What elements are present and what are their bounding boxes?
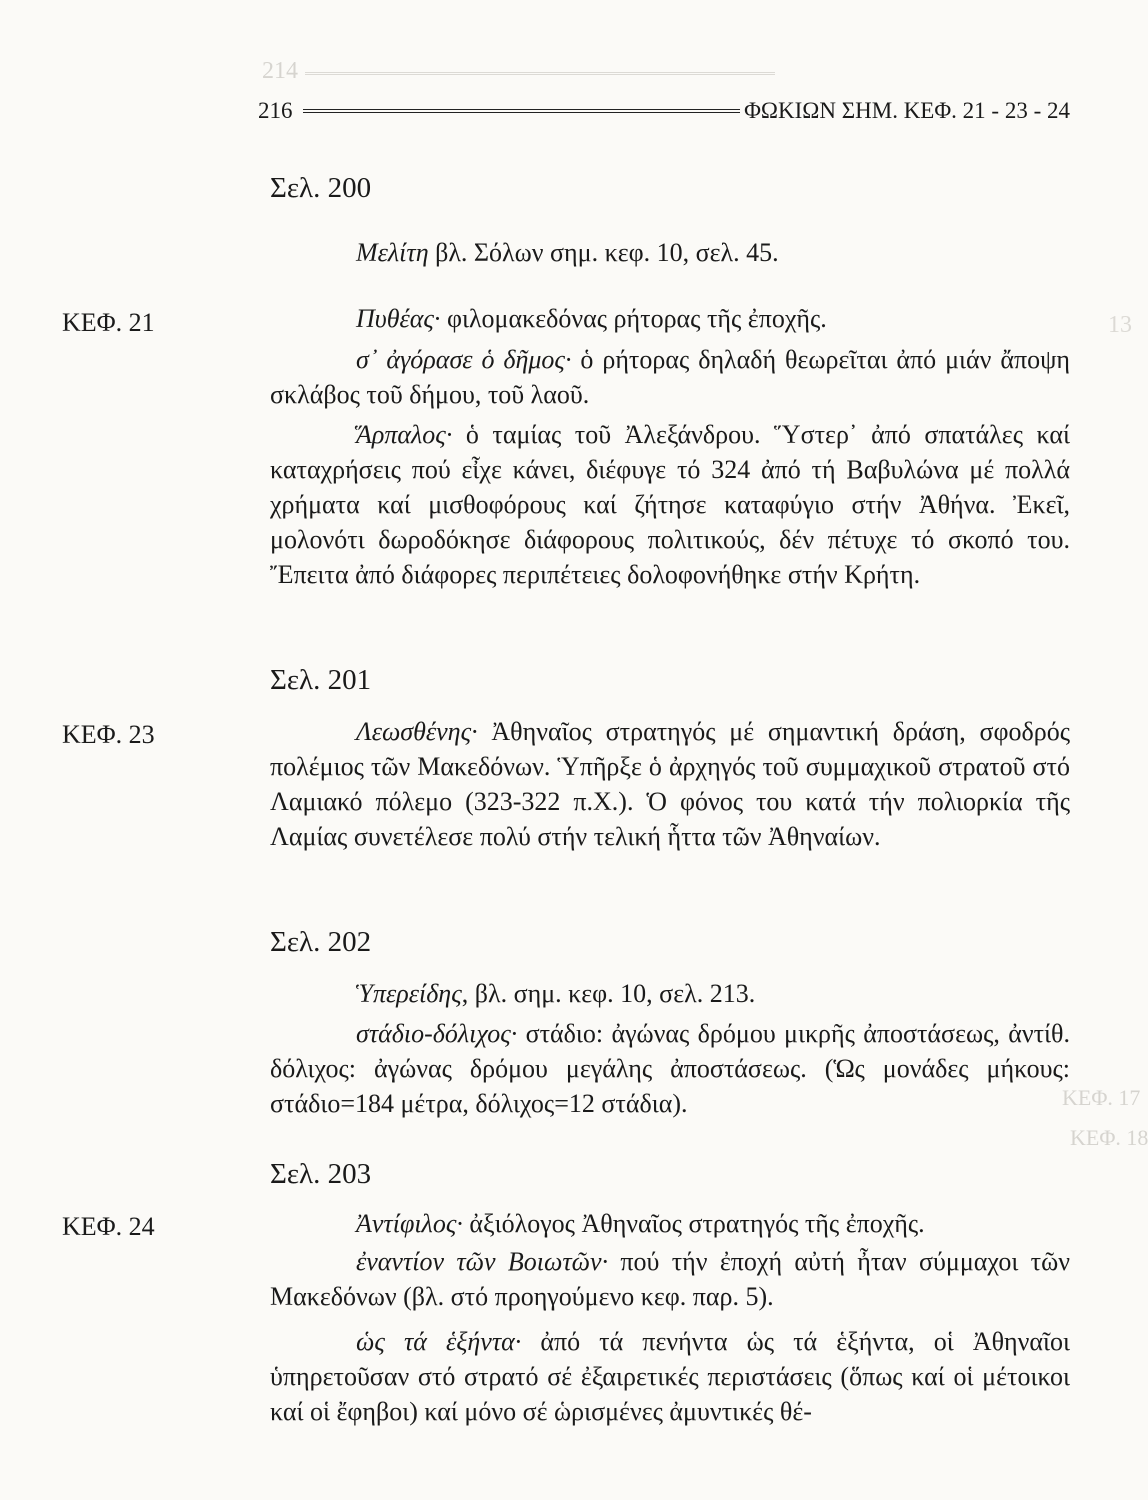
- note-term: Ἅρπαλος·: [356, 420, 453, 449]
- running-title: ΦΩΚΙΩΝ ΣΗΜ. ΚΕΦ. 21 - 23 - 24: [744, 98, 1070, 123]
- note-term: Λεωσθένης·: [356, 717, 478, 746]
- section-heading: Σελ. 202: [270, 926, 372, 958]
- note-text: βλ. Σόλων σημ. κεφ. 10, σελ. 45.: [428, 238, 779, 267]
- bleed-through-margin-number: 13: [1108, 312, 1132, 338]
- note-text: στάδιο: ἀγώνας δρόμου μικρῆς ἀποστάσεως, ἀντίθ. δόλιχος: ἀγώνας δρόμου μεγάλης ἀποστάσεως. (Ὡς μονάδες μήκους: στάδιο=184 μέτρα, δόλιχος=12 στάδια).: [270, 1019, 1070, 1118]
- chapter-marker: ΚΕΦ. 24: [62, 1212, 155, 1241]
- section-heading: Σελ. 200: [270, 172, 372, 204]
- note-term: Ἀντίφιλος·: [356, 1209, 463, 1238]
- note-text: ὁ ρήτορας δηλαδή θεωρεῖται ἀπό μιάν ἄποψη σκλάβος τοῦ δήμου, τοῦ λαοῦ.: [270, 345, 1070, 409]
- bleed-through-kef-17: ΚΕΦ. 17: [1062, 1085, 1141, 1110]
- note-term: στάδιο-δόλιχος·: [356, 1019, 518, 1048]
- bleed-through-rule: [305, 72, 775, 75]
- bleed-through-header: 214: [262, 58, 298, 84]
- note-text: , βλ. σημ. κεφ. 10, σελ. 213.: [461, 979, 756, 1008]
- note-term: Πυθέας·: [356, 304, 441, 333]
- header-rule: [303, 109, 741, 113]
- note-text: ὁ ταμίας τοῦ Ἀλεξάνδρου. Ὕστερ᾽ ἀπό σπατάλες καί καταχρήσεις πού εἶχε κάνει, διέφυγε τό 324 ἀπό τή Βαβυλώνα μέ πολλά χρήματα καί μισθοφόρους καί ζήτησε καταφύγιο στήν Ἀθήνα. Ἐκεῖ, μολονότι δωροδόκησε διάφορους πολιτικούς, δέν πέτυχε τό σκοπό του. Ἔπειτα ἀπό διάφορες περιπέτειες δολοφονήθηκε στήν Κρήτη.: [270, 420, 1070, 589]
- note-text: πού τήν ἐποχή αὐτή ἦταν σύμμαχοι τῶν Μακεδόνων (βλ. στό προηγούμενο κεφ. παρ. 5).: [270, 1247, 1070, 1311]
- note-term: ὡς τά ἑξήντα·: [356, 1327, 522, 1356]
- running-header: [258, 96, 1070, 126]
- note-text: Ἀθηναῖος στρατηγός μέ σημαντική δράση, σφοδρός πολέμιος τῶν Μακεδόνων. Ὑπῆρξε ὁ ἀρχηγός τοῦ συμμαχικοῦ στρατοῦ στό Λαμιακό πόλεμο (323-322 π.Χ.). Ὁ φόνος του κατά τήν πολιορκία τῆς Λαμίας συνετέλεσε πολύ στήν τελική ἧττα τῶν Ἀθηναίων.: [270, 717, 1070, 851]
- note-text: ἀξιόλογος Ἀθηναῖος στρατηγός τῆς ἐποχῆς.: [462, 1209, 925, 1238]
- chapter-marker: ΚΕΦ. 23: [62, 720, 155, 749]
- note-term: ἐναντίον τῶν Βοιωτῶν·: [356, 1247, 609, 1276]
- note-paragraph: [270, 1244, 1070, 1314]
- note-paragraph: [270, 417, 1070, 592]
- note-term: Ὑπερείδης: [356, 979, 462, 1008]
- note-paragraph: [270, 301, 1070, 336]
- chapter-marker: ΚΕΦ. 21: [62, 308, 155, 337]
- note-paragraph: [270, 714, 1070, 854]
- note-paragraph: [270, 1324, 1070, 1429]
- note-paragraph: [270, 235, 1070, 270]
- note-paragraph: [270, 342, 1070, 412]
- note-text: ἀπό τά πενήντα ὡς τά ἑξήντα, οἱ Ἀθηναῖοι ὑπηρετοῦσαν στό στρατό σέ ἐξαιρετικές περιστάσεις (ὅπως καί οἱ μέτοικοι καί οἱ ἔφηβοι) καί μόνο σέ ὡρισμένες ἀμυντικές θέ-: [270, 1327, 1070, 1426]
- section-heading: Σελ. 203: [270, 1158, 372, 1190]
- page-number: 216: [258, 98, 293, 123]
- bleed-through-kef-18: ΚΕΦ. 18: [1070, 1125, 1148, 1150]
- note-term: Μελίτη: [356, 238, 429, 267]
- note-text: φιλομακεδόνας ρήτορας τῆς ἐποχῆς.: [440, 304, 827, 333]
- note-term: σ᾽ ἀγόρασε ὁ δῆμος·: [356, 345, 572, 374]
- note-paragraph: [270, 976, 1070, 1011]
- section-heading: Σελ. 201: [270, 664, 372, 696]
- note-paragraph: [270, 1206, 1070, 1241]
- note-paragraph: [270, 1016, 1070, 1121]
